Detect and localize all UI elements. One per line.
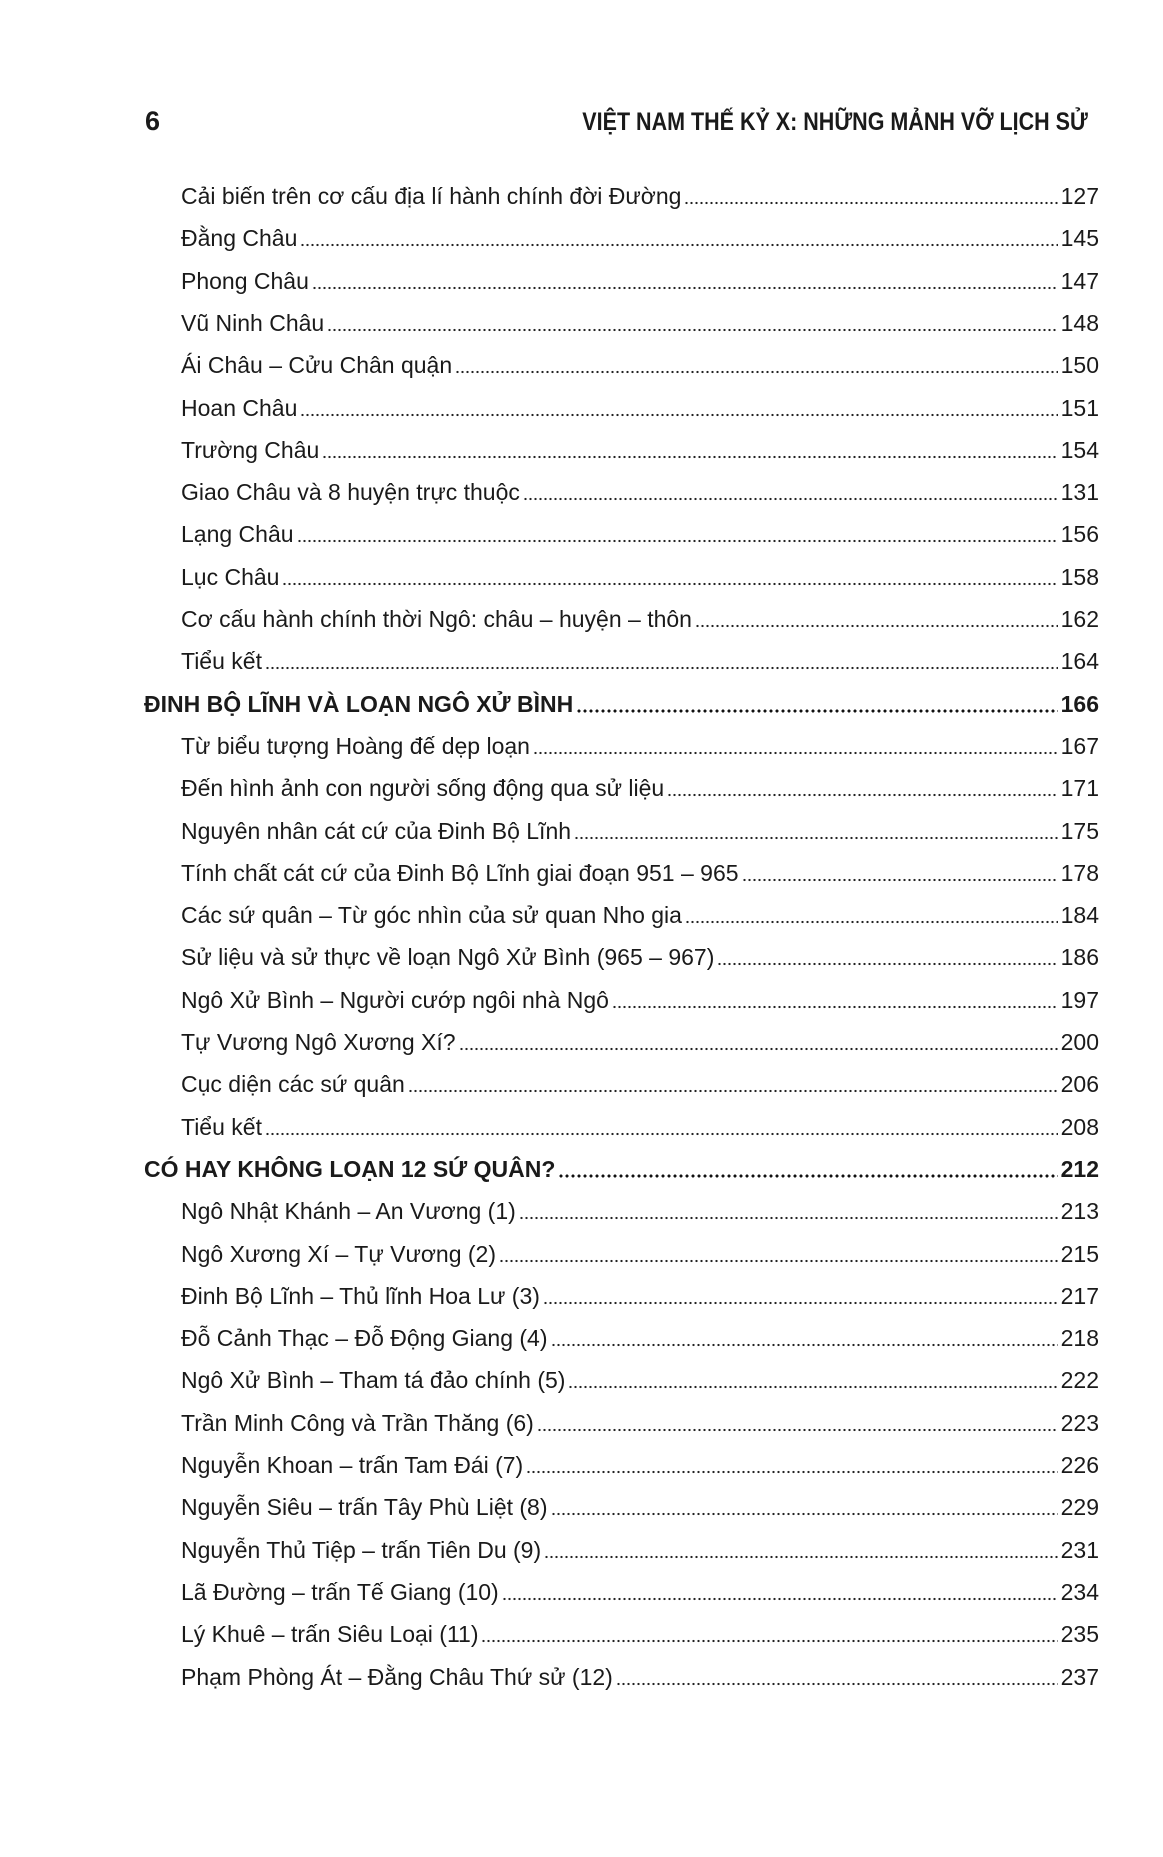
dot-leader — [685, 920, 1058, 924]
toc-entry-page: 237 — [1060, 1663, 1099, 1690]
toc-entry-title: Lý Khuê – trấn Siêu Loại (11) — [181, 1621, 479, 1648]
toc-entry-page: 212 — [1060, 1155, 1099, 1182]
toc-entry — [181, 594, 1099, 634]
toc-entry-title: Lã Đường – trấn Tế Giang (10) — [181, 1578, 499, 1605]
dot-leader — [742, 878, 1058, 882]
toc-entry-title: Phạm Phòng Át – Đằng Châu Thứ sử (12) — [181, 1663, 613, 1690]
toc-entry-page: 150 — [1060, 352, 1099, 379]
toc-entry — [181, 509, 1099, 549]
toc-entry-page: 200 — [1060, 1029, 1099, 1055]
toc-entry — [181, 1313, 1099, 1353]
toc-entry — [181, 383, 1099, 423]
toc-entry-title: Tiểu kết — [181, 648, 262, 675]
dot-leader — [533, 751, 1058, 755]
dot-leader — [537, 1428, 1058, 1432]
dot-leader — [568, 1385, 1057, 1389]
page-header — [0, 106, 1163, 146]
toc-entry-page: 178 — [1060, 859, 1099, 886]
dot-leader — [576, 709, 1057, 713]
toc-entry-page: 164 — [1060, 648, 1099, 675]
toc-entry-title: Cơ cấu hành chính thời Ngô: châu – huyện – thôn — [181, 606, 692, 632]
dot-leader — [322, 455, 1057, 459]
toc-entry-page: 186 — [1060, 944, 1099, 971]
dot-leader — [616, 1682, 1058, 1686]
toc-entry-title: Đến hình ảnh con người sống động qua sử liệu — [181, 775, 665, 802]
toc-entry-title: Từ biểu tượng Hoàng đế dẹp loạn — [181, 732, 530, 759]
toc-entry — [181, 763, 1099, 803]
toc-entry-title: Trường Châu — [181, 436, 320, 463]
toc-entry-page: 154 — [1060, 436, 1099, 463]
toc-entry-page: 197 — [1060, 986, 1099, 1013]
dot-leader — [300, 413, 1057, 417]
toc-entry-title: Nguyên nhân cát cứ của Đinh Bộ Lĩnh — [181, 817, 572, 844]
toc-entry — [181, 256, 1099, 296]
dot-leader — [265, 666, 1058, 670]
dot-leader — [544, 1555, 1058, 1559]
toc-chapter-entry — [144, 1144, 1099, 1184]
toc-entry-page: 229 — [1060, 1494, 1099, 1521]
dot-leader — [526, 1470, 1057, 1474]
toc-entry — [181, 636, 1099, 676]
toc-entry-title: Lạng Châu — [181, 521, 294, 548]
dot-leader — [684, 201, 1057, 205]
toc-entry-page: 175 — [1060, 817, 1099, 844]
dot-leader — [282, 582, 1057, 586]
toc-entry-page: 208 — [1060, 1113, 1099, 1140]
dot-leader — [265, 1132, 1058, 1136]
toc-entry-title: Ngô Xử Bình – Tham tá đảo chính (5) — [181, 1367, 566, 1394]
toc-entry — [181, 1652, 1099, 1692]
toc-entry-title: Đỗ Cảnh Thạc – Đỗ Động Giang (4) — [181, 1325, 548, 1352]
toc-entry-title: Tự Vương Ngô Xương Xí? — [181, 1029, 456, 1055]
toc-entry-title: Ngô Xương Xí – Tự Vương (2) — [181, 1240, 497, 1267]
dot-leader — [667, 793, 1057, 797]
toc-entry-title: Giao Châu và 8 huyện trực thuộc — [181, 479, 520, 506]
page-number: 6 — [145, 106, 161, 136]
toc-entry — [181, 1229, 1099, 1269]
dot-leader — [612, 1005, 1058, 1009]
toc-entry — [181, 1482, 1099, 1522]
dot-leader — [499, 1259, 1058, 1263]
toc-entry — [181, 1440, 1099, 1480]
toc-entry — [181, 171, 1099, 211]
toc-entry-title: Ngô Xử Bình – Người cướp ngôi nhà Ngô — [181, 986, 609, 1013]
toc-entry-page: 223 — [1060, 1409, 1099, 1436]
toc-entry — [181, 1355, 1099, 1395]
toc-entry-title: Cải biến trên cơ cấu địa lí hành chính đời Đường — [181, 183, 682, 209]
toc-entry-page: 184 — [1060, 902, 1099, 929]
toc-entry-title: Trần Minh Công và Trần Thăng (6) — [181, 1409, 534, 1436]
toc-entry-page: 235 — [1060, 1621, 1099, 1648]
toc-entry-page: 156 — [1060, 521, 1099, 548]
toc-entry-page: 171 — [1060, 775, 1099, 802]
toc-entry-page: 148 — [1060, 309, 1099, 336]
dot-leader — [455, 370, 1057, 374]
toc-entry — [181, 848, 1099, 888]
dot-leader — [408, 1089, 1058, 1093]
toc-entry-title: Tính chất cát cứ của Đinh Bộ Lĩnh giai đoạn 951 – 965 — [181, 859, 739, 886]
toc-entry-page: 206 — [1060, 1071, 1099, 1098]
toc-entry-title: Các sứ quân – Từ góc nhìn của sử quan Nho gia — [181, 902, 682, 929]
toc-entry-page: 147 — [1060, 267, 1099, 294]
toc-entry-page: 215 — [1060, 1240, 1099, 1267]
toc-entry — [181, 298, 1099, 338]
toc-entry-title: Nguyễn Thủ Tiệp – trấn Tiên Du (9) — [181, 1536, 542, 1563]
toc-entry-page: 151 — [1060, 394, 1099, 421]
toc-entry-title: Lục Châu — [181, 563, 280, 590]
dot-leader — [481, 1639, 1057, 1643]
toc-entry — [181, 1271, 1099, 1311]
toc-entry-title: Nguyễn Khoan – trấn Tam Đái (7) — [181, 1452, 524, 1478]
toc-entry-page: 226 — [1060, 1452, 1099, 1478]
toc-entry-page: 162 — [1060, 606, 1099, 632]
dot-leader — [502, 1597, 1058, 1601]
toc-entry — [181, 552, 1099, 592]
toc-entry-page: 167 — [1060, 732, 1099, 759]
running-title: VIỆT NAM THẾ KỶ X: NHỮNG MẢNH VỠ LỊCH SỬ — [582, 108, 1088, 136]
toc-entry-page: 231 — [1060, 1536, 1099, 1563]
toc-entry-title: Ngô Nhật Khánh – An Vương (1) — [181, 1198, 516, 1225]
dot-leader — [717, 962, 1057, 966]
toc-entry-page: 158 — [1060, 563, 1099, 590]
toc-entry — [181, 1525, 1099, 1565]
toc-entry-page: 218 — [1060, 1325, 1099, 1352]
toc-entry-page: 131 — [1060, 479, 1099, 506]
toc-entry — [181, 467, 1099, 507]
toc-entry-page: 234 — [1060, 1578, 1099, 1605]
dot-leader — [459, 1047, 1058, 1051]
toc-entry — [181, 425, 1099, 465]
dot-leader — [523, 497, 1058, 501]
toc-entry-page: 145 — [1060, 225, 1099, 252]
dot-leader — [297, 539, 1058, 543]
toc-entry-page: 222 — [1060, 1367, 1099, 1394]
dot-leader — [543, 1301, 1058, 1305]
dot-leader — [551, 1512, 1058, 1516]
dot-leader — [695, 624, 1058, 628]
toc-entry-title: Ái Châu – Cửu Chân quận — [181, 352, 453, 379]
dot-leader — [558, 1174, 1057, 1178]
toc-entry — [181, 1102, 1099, 1142]
toc-entry-page: 127 — [1060, 183, 1099, 209]
toc-entry-title: ĐINH BỘ LĨNH VÀ LOẠN NGÔ XỬ BÌNH — [144, 690, 574, 717]
toc-entry-title: Tiểu kết — [181, 1113, 262, 1140]
toc-entry — [181, 932, 1099, 972]
toc-entry — [181, 1059, 1099, 1099]
toc-entry-title: CÓ HAY KHÔNG LOẠN 12 SỨ QUÂN? — [144, 1155, 556, 1182]
toc-entry-title: Đằng Châu — [181, 225, 298, 252]
toc-entry-page: 217 — [1060, 1282, 1099, 1309]
toc-entry-title: Đinh Bộ Lĩnh – Thủ lĩnh Hoa Lư (3) — [181, 1282, 540, 1309]
dot-leader — [300, 243, 1057, 247]
toc-entry — [181, 213, 1099, 253]
toc-entry — [181, 1567, 1099, 1607]
toc-entry — [181, 975, 1099, 1015]
toc-entry — [181, 721, 1099, 761]
toc-entry-title: Hoan Châu — [181, 394, 298, 421]
toc-chapter-entry — [144, 679, 1099, 719]
dot-leader — [312, 286, 1058, 290]
toc-entry-title: Sử liệu và sử thực về loạn Ngô Xử Bình (965 – 967) — [181, 944, 715, 971]
toc-entry-title: Nguyễn Siêu – trấn Tây Phù Liệt (8) — [181, 1494, 548, 1521]
toc-entry-title: Cục diện các sứ quân — [181, 1071, 405, 1098]
toc-entry — [181, 806, 1099, 846]
toc-entry-page: 213 — [1060, 1198, 1099, 1225]
toc-entry — [181, 890, 1099, 930]
toc-entry — [181, 1398, 1099, 1438]
toc-entry-title: Phong Châu — [181, 267, 309, 294]
dot-leader — [519, 1216, 1058, 1220]
toc-entry-title: Vũ Ninh Châu — [181, 309, 325, 336]
dot-leader — [327, 328, 1057, 332]
toc-entry — [181, 1017, 1099, 1057]
toc-entry — [181, 340, 1099, 380]
toc-entry-page: 166 — [1060, 690, 1099, 717]
dot-leader — [551, 1343, 1058, 1347]
toc-entry — [181, 1609, 1099, 1649]
toc-entry — [181, 1186, 1099, 1226]
dot-leader — [574, 836, 1058, 840]
